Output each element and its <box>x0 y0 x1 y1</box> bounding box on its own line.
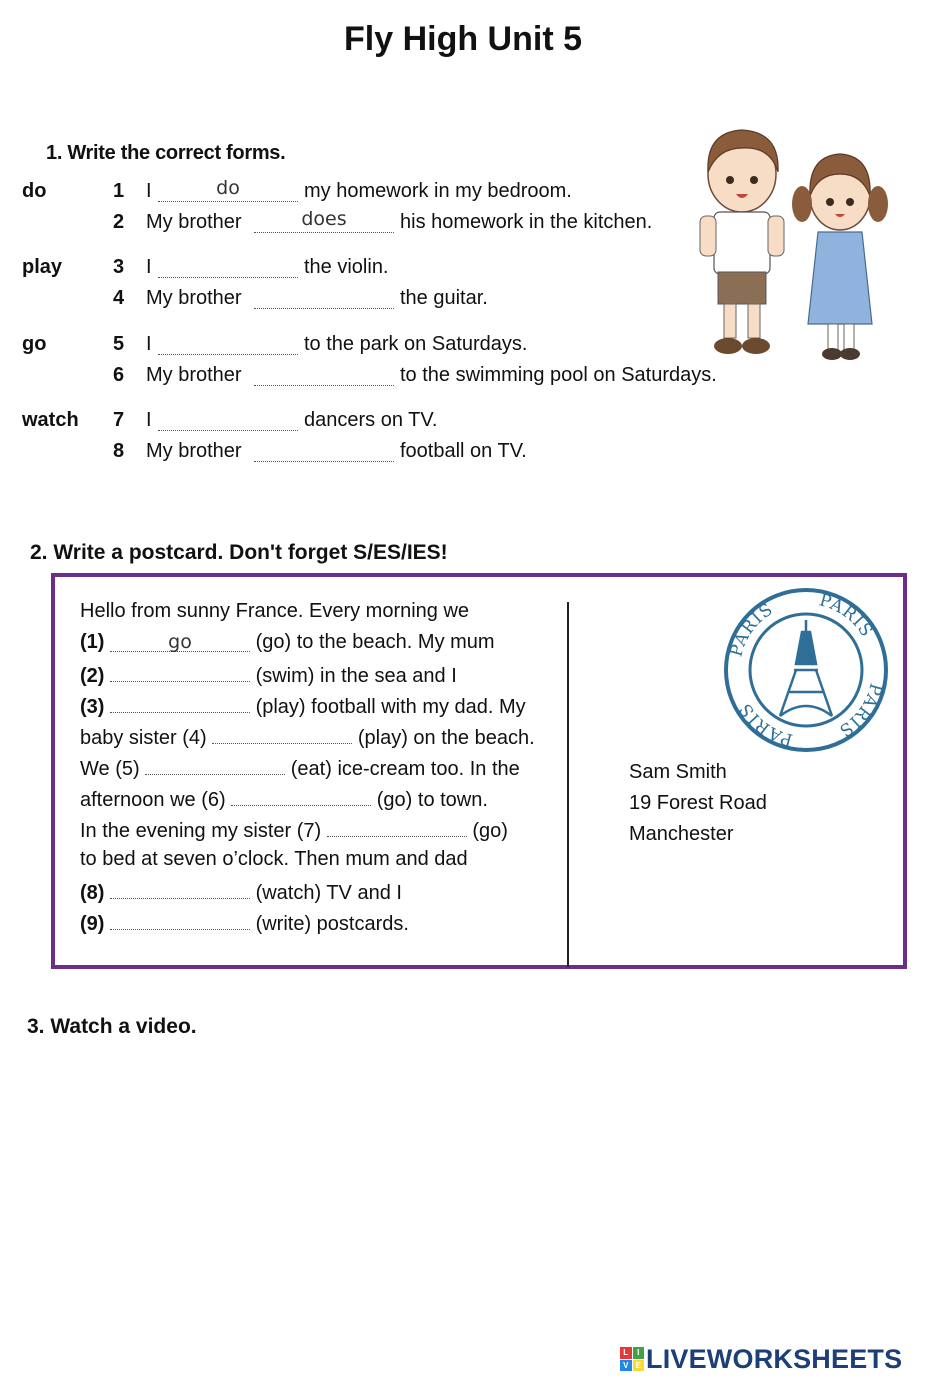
postcard-line <box>80 631 495 658</box>
verb-label: watch <box>22 409 79 431</box>
answer-input[interactable] <box>254 438 394 462</box>
stamp-text-3: PARIS <box>834 681 886 741</box>
stamp-text-1: PARIS <box>726 599 778 659</box>
postcard-answer-input[interactable] <box>327 817 467 837</box>
postcard-line <box>80 693 526 720</box>
postcard-answer-input[interactable] <box>110 693 250 713</box>
postcard-line <box>80 786 488 813</box>
postcard-answer-input[interactable] <box>212 724 352 744</box>
subject: I <box>146 256 152 278</box>
address-name: Sam Smith <box>629 761 727 783</box>
boy-figure <box>700 130 784 354</box>
blank-number: (3) <box>80 696 105 718</box>
postcard-line <box>80 817 508 844</box>
postcard-text: (eat) ice-cream too. In the <box>290 758 520 780</box>
postcard-text: Hello from sunny France. Every morning we <box>80 600 470 622</box>
sentence-rest: the guitar. <box>400 287 488 309</box>
exercise-row <box>0 409 700 437</box>
postcard-line <box>80 910 409 937</box>
item-number: 6 <box>113 364 125 386</box>
page-title: Fly High Unit 5 <box>344 20 582 58</box>
postcard-text: We (5) <box>80 758 140 780</box>
blank-number: (1) <box>80 631 105 653</box>
item-number: 2 <box>113 211 125 233</box>
sentence-rest: dancers on TV. <box>304 409 438 431</box>
blank-number: (9) <box>80 913 105 935</box>
address-street: 19 Forest Road <box>629 792 767 814</box>
item-number: 1 <box>113 180 125 202</box>
children-illustration <box>690 124 890 369</box>
exercise-row <box>0 440 700 468</box>
item-number: 4 <box>113 287 125 309</box>
exercise-row <box>0 256 700 284</box>
item-number: 5 <box>113 333 125 355</box>
verb-label: go <box>22 333 47 355</box>
exercise-row <box>0 333 700 361</box>
exercise-row <box>0 364 760 392</box>
paris-stamp <box>720 584 892 756</box>
postcard-line <box>80 724 535 751</box>
item-number: 8 <box>113 440 125 462</box>
answer-input[interactable]: does <box>254 209 394 233</box>
postcard-text: (go) to the beach. My mum <box>255 631 495 653</box>
address-city: Manchester <box>629 823 734 845</box>
postcard-answer-input[interactable] <box>231 786 371 806</box>
postcard-answer-input[interactable] <box>145 755 285 775</box>
answer-input[interactable] <box>254 362 394 386</box>
postcard-divider <box>567 602 569 967</box>
answer-input[interactable] <box>158 331 298 355</box>
item-number: 7 <box>113 409 125 431</box>
section-2-heading: 2. Write a postcard. Don't forget S/ES/IES! <box>30 541 448 564</box>
liveworksheets-logo <box>620 1344 902 1374</box>
blank-number: (2) <box>80 665 105 687</box>
stamp-text-2: PARIS <box>817 590 877 642</box>
subject: I <box>146 333 152 355</box>
postcard-answer-input[interactable] <box>110 879 250 899</box>
postcard-line <box>80 755 520 782</box>
postcard-text: (play) football with my dad. My <box>255 696 526 718</box>
postcard-text: (play) on the beach. <box>357 727 535 749</box>
postcard-text: to bed at seven o’clock. Then mum and dad <box>80 848 468 870</box>
subject: I <box>146 409 152 431</box>
postcard-line <box>80 879 402 906</box>
answer-input[interactable]: do <box>158 178 298 202</box>
postcard-text: (swim) in the sea and I <box>255 665 457 687</box>
subject: My brother <box>146 211 242 233</box>
sentence-rest: his homework in the kitchen. <box>400 211 653 233</box>
blank-number: (8) <box>80 882 105 904</box>
girl-figure <box>792 154 888 360</box>
stamp-text-4: PARIS <box>735 698 795 750</box>
sentence-rest: the violin. <box>304 256 389 278</box>
eiffel-tower-icon <box>780 620 832 716</box>
answer-input[interactable] <box>158 407 298 431</box>
postcard-text: (go) to town. <box>376 789 488 811</box>
postcard-answer-input[interactable]: go <box>110 632 250 652</box>
postcard-text: (go) <box>472 820 508 842</box>
subject: My brother <box>146 364 242 386</box>
sentence-rest: football on TV. <box>400 440 527 462</box>
item-number: 3 <box>113 256 125 278</box>
logo-mark-icon: L I V E <box>620 1347 644 1371</box>
logo-text: LIVEWORKSHEETS <box>646 1343 903 1374</box>
sentence-rest: my homework in my bedroom. <box>304 180 572 202</box>
sentence-rest: to the park on Saturdays. <box>304 333 528 355</box>
exercise-row <box>0 177 700 208</box>
postcard-text: baby sister (4) <box>80 727 207 749</box>
subject: My brother <box>146 287 242 309</box>
verb-label: do <box>22 180 47 202</box>
postcard-text: In the evening my sister (7) <box>80 820 322 842</box>
postcard-text: (write) postcards. <box>255 913 409 935</box>
answer-input[interactable] <box>158 254 298 278</box>
exercise-row <box>0 287 700 315</box>
answer-input[interactable] <box>254 285 394 309</box>
postcard-line <box>80 848 468 875</box>
verb-label: play <box>22 256 63 278</box>
exercise-row <box>0 208 700 239</box>
section-3-heading: 3. Watch a video. <box>27 1015 197 1038</box>
sentence-rest: to the swimming pool on Saturdays. <box>400 364 717 386</box>
postcard-text: (watch) TV and I <box>255 882 402 904</box>
subject: My brother <box>146 440 242 462</box>
subject: I <box>146 180 152 202</box>
postcard-line <box>80 662 457 689</box>
postcard-answer-input[interactable] <box>110 910 250 930</box>
postcard-text: afternoon we (6) <box>80 789 226 811</box>
postcard-answer-input[interactable] <box>110 662 250 682</box>
postcard-line <box>80 600 469 627</box>
section-1-heading: 1. Write the correct forms. <box>46 142 286 164</box>
